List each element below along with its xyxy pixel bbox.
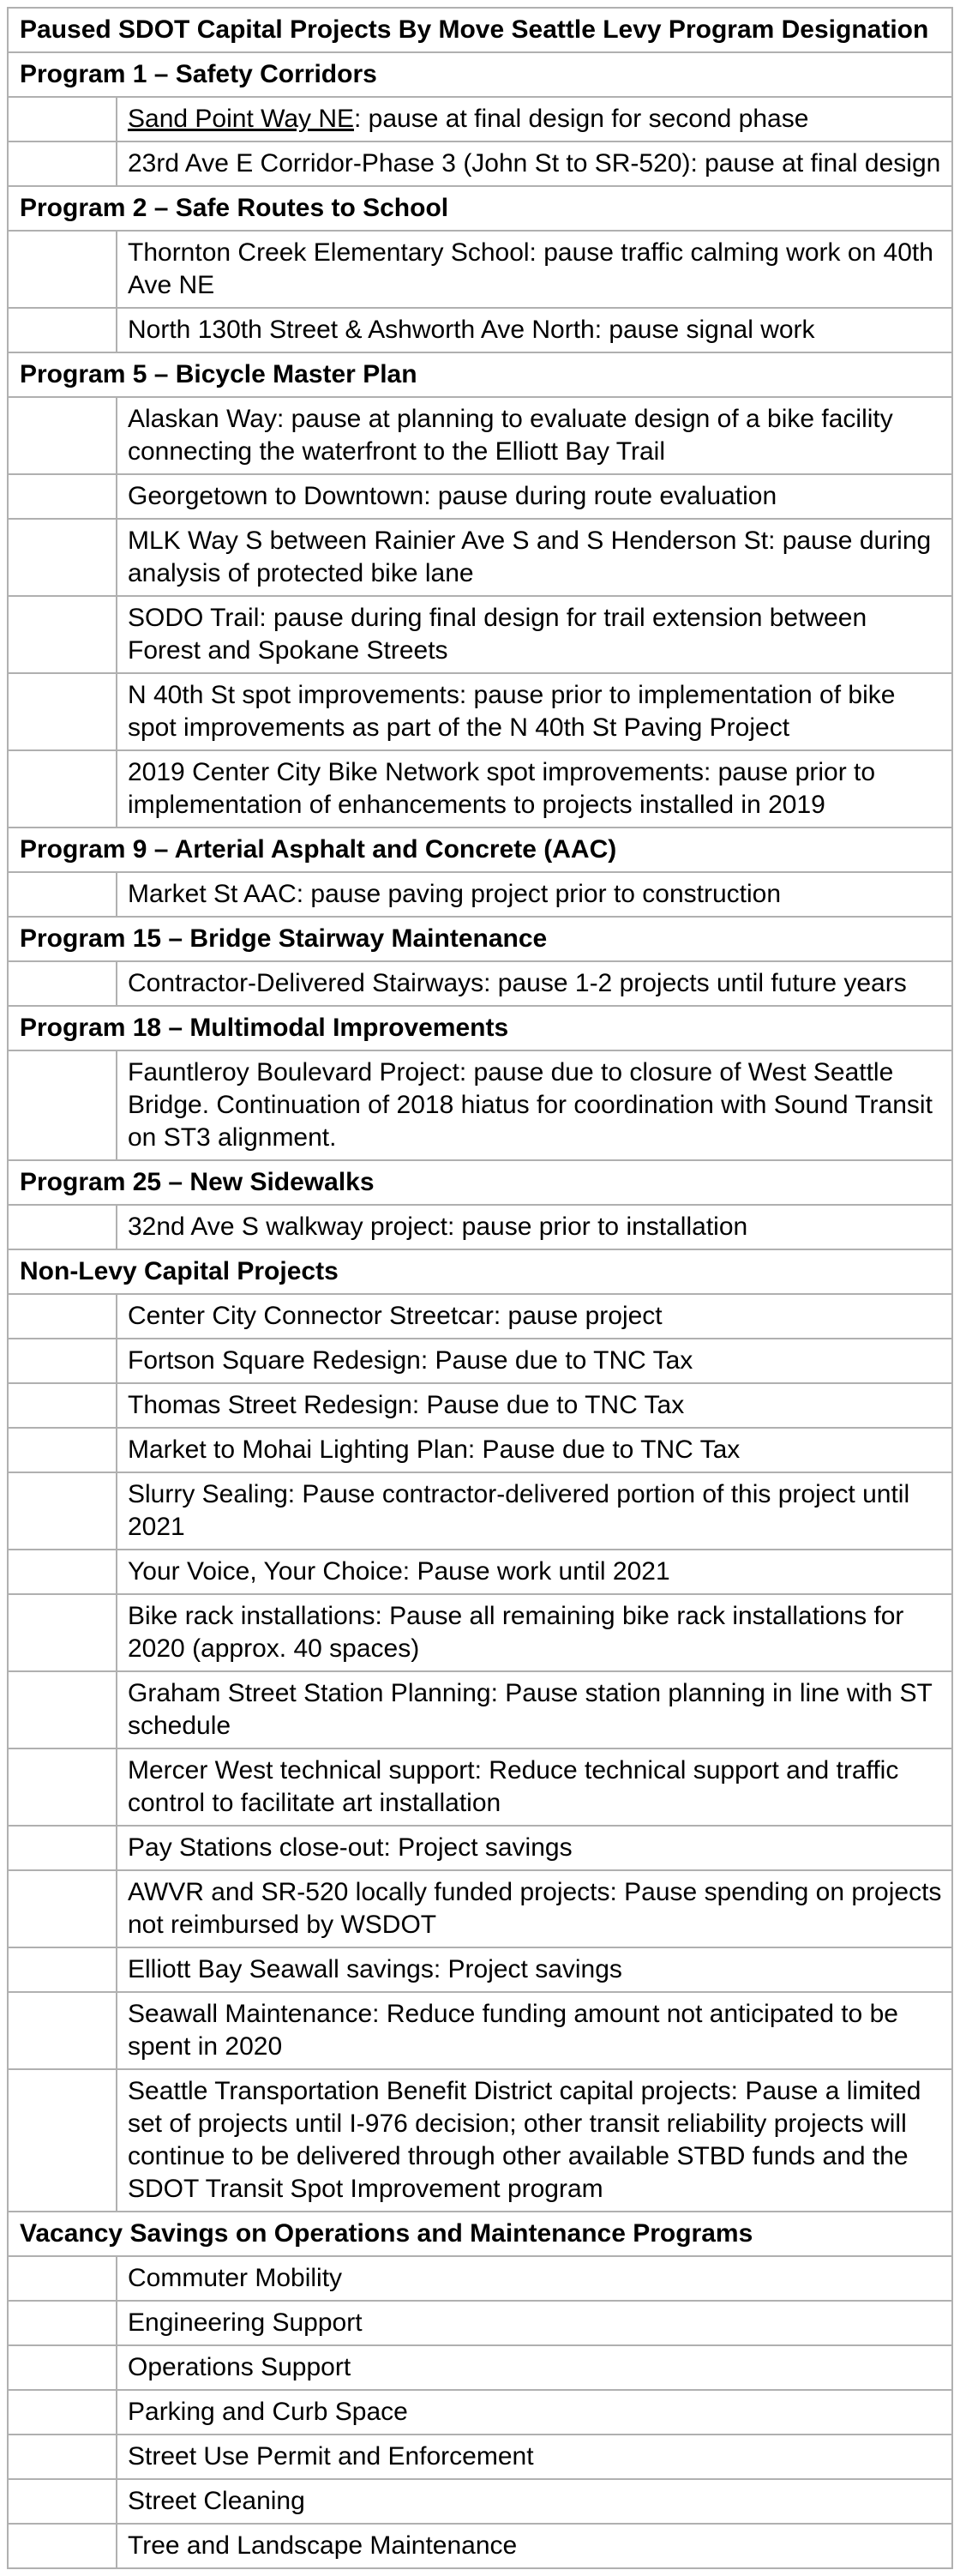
project-cell	[117, 673, 952, 750]
project-cell	[117, 308, 952, 352]
project-row	[8, 1339, 952, 1383]
project-text: Commuter Mobility	[128, 2264, 343, 2292]
section-header: Program 9 – Arterial Asphalt and Concrete (AAC)	[8, 828, 952, 872]
section-header: Program 18 – Multimodal Improvements	[8, 1006, 952, 1050]
indent-cell	[8, 1748, 117, 1826]
indent-cell	[8, 1428, 117, 1472]
project-cell	[117, 1339, 952, 1383]
indent-cell	[8, 1550, 117, 1594]
indent-cell	[8, 596, 117, 673]
project-text: Pay Stations close-out: Project savings	[128, 1833, 573, 1862]
indent-cell	[8, 1205, 117, 1249]
project-text: Market to Mohai Lighting Plan: Pause due to TNC Tax	[128, 1435, 741, 1464]
section-header-row	[8, 1249, 952, 1294]
project-cell	[117, 1550, 952, 1594]
project-row	[8, 750, 952, 828]
project-cell	[117, 1947, 952, 1992]
project-text: : pause at final design for second phase	[354, 105, 809, 133]
project-row	[8, 231, 952, 308]
project-text: 2019 Center City Bike Network spot improvements: pause prior to implementation of enhancements to projects installed in 2019	[128, 758, 876, 819]
project-cell	[117, 2256, 952, 2301]
project-text: SODO Trail: pause during final design for trail extension between Forest and Spokane Streets	[128, 604, 867, 665]
indent-cell	[8, 308, 117, 352]
project-text: Bike rack installations: Pause all remaining bike rack installations for 2020 (approx. 40 spaces)	[128, 1602, 904, 1663]
project-cell	[117, 1671, 952, 1748]
project-link[interactable]: Sand Point Way NE	[128, 105, 355, 133]
indent-cell	[8, 1050, 117, 1160]
project-row	[8, 397, 952, 474]
indent-cell	[8, 1294, 117, 1339]
project-row	[8, 673, 952, 750]
section-header: Program 15 – Bridge Stairway Maintenance	[8, 917, 952, 961]
project-text: N 40th St spot improvements: pause prior to implementation of bike spot improvements as part of the N 40th St Paving Project	[128, 681, 896, 742]
indent-cell	[8, 1472, 117, 1550]
project-cell	[117, 1294, 952, 1339]
section-header-row	[8, 917, 952, 961]
paused-projects-table-body	[8, 8, 952, 2568]
indent-cell	[8, 1383, 117, 1428]
project-cell	[117, 2390, 952, 2435]
project-row	[8, 519, 952, 596]
section-header: Program 1 – Safety Corridors	[8, 52, 952, 97]
project-cell	[117, 1205, 952, 1249]
project-text: Thornton Creek Elementary School: pause traffic calming work on 40th Ave NE	[128, 238, 933, 299]
project-text: AWVR and SR-520 locally funded projects: Pause spending on projects not reimbursed by WSDOT	[128, 1878, 942, 1939]
project-cell	[117, 2479, 952, 2524]
indent-cell	[8, 961, 117, 1006]
project-cell	[117, 2435, 952, 2479]
section-header-row	[8, 1006, 952, 1050]
project-row	[8, 2301, 952, 2345]
indent-cell	[8, 1870, 117, 1947]
project-text: Parking and Curb Space	[128, 2398, 408, 2426]
project-text: Alaskan Way: pause at planning to evaluate design of a bike facility connecting the waterfront to the Elliott Bay Trail	[128, 405, 893, 466]
project-row	[8, 141, 952, 186]
project-row	[8, 1383, 952, 1428]
project-row	[8, 474, 952, 519]
project-cell	[117, 1472, 952, 1550]
project-cell	[117, 750, 952, 828]
section-header-row	[8, 186, 952, 231]
project-row	[8, 1870, 952, 1947]
project-text: MLK Way S between Rainier Ave S and S Henderson St: pause during analysis of protected bike lane	[128, 527, 932, 587]
project-text: Market St AAC: pause paving project prior to construction	[128, 880, 782, 908]
project-text: Fortson Square Redesign: Pause due to TNC Tax	[128, 1346, 693, 1375]
project-row	[8, 961, 952, 1006]
project-cell	[117, 596, 952, 673]
project-text: Thomas Street Redesign: Pause due to TNC Tax	[128, 1391, 685, 1419]
indent-cell	[8, 1671, 117, 1748]
project-row	[8, 1050, 952, 1160]
project-text: Your Voice, Your Choice: Pause work until 2021	[128, 1557, 670, 1586]
indent-cell	[8, 1339, 117, 1383]
project-cell	[117, 1870, 952, 1947]
section-header-row	[8, 52, 952, 97]
indent-cell	[8, 2524, 117, 2568]
project-cell	[117, 2301, 952, 2345]
indent-cell	[8, 474, 117, 519]
section-header-row	[8, 2212, 952, 2256]
indent-cell	[8, 397, 117, 474]
project-row	[8, 1748, 952, 1826]
project-row	[8, 2069, 952, 2212]
project-text: Fauntleroy Boulevard Project: pause due to closure of West Seattle Bridge. Continuation of 2018 hiatus for coordination with Sound Transit on ST3 alignment.	[128, 1058, 933, 1152]
project-row	[8, 2390, 952, 2435]
project-text: Street Cleaning	[128, 2487, 305, 2515]
indent-cell	[8, 2256, 117, 2301]
project-text: Street Use Permit and Enforcement	[128, 2442, 534, 2471]
project-row	[8, 2479, 952, 2524]
indent-cell	[8, 2345, 117, 2390]
section-header: Program 5 – Bicycle Master Plan	[8, 352, 952, 397]
section-header: Program 25 – New Sidewalks	[8, 1160, 952, 1205]
indent-cell	[8, 1992, 117, 2069]
project-text: Slurry Sealing: Pause contractor-delivered portion of this project until 2021	[128, 1480, 910, 1541]
project-row	[8, 1550, 952, 1594]
project-cell	[117, 1992, 952, 2069]
project-text: 23rd Ave E Corridor-Phase 3 (John St to SR-520): pause at final design	[128, 149, 941, 178]
project-row	[8, 1826, 952, 1870]
project-row	[8, 1992, 952, 2069]
section-header-row	[8, 828, 952, 872]
project-row	[8, 2345, 952, 2390]
section-header: Program 2 – Safe Routes to School	[8, 186, 952, 231]
project-row	[8, 2256, 952, 2301]
project-text: Seawall Maintenance: Reduce funding amount not anticipated to be spent in 2020	[128, 2000, 898, 2061]
project-row	[8, 97, 952, 141]
section-header-row	[8, 352, 952, 397]
title-row	[8, 8, 952, 52]
project-cell	[117, 1383, 952, 1428]
project-cell	[117, 397, 952, 474]
section-header-row	[8, 1160, 952, 1205]
indent-cell	[8, 97, 117, 141]
project-text: Mercer West technical support: Reduce technical support and traffic control to facilitate art installation	[128, 1756, 899, 1817]
project-text: Engineering Support	[128, 2308, 363, 2337]
indent-cell	[8, 2301, 117, 2345]
project-text: North 130th Street & Ashworth Ave North: pause signal work	[128, 316, 815, 344]
indent-cell	[8, 750, 117, 828]
project-text: Seattle Transportation Benefit District capital projects: Pause a limited set of projects until I-976 decision; other transit reliability projects will continue to be delivered through other available STBD funds and the SDOT Transit Spot Improvement program	[128, 2077, 921, 2203]
project-row	[8, 596, 952, 673]
project-cell	[117, 2069, 952, 2212]
project-row	[8, 1594, 952, 1671]
indent-cell	[8, 872, 117, 917]
project-text: Operations Support	[128, 2353, 351, 2381]
project-cell	[117, 1748, 952, 1826]
project-row	[8, 1205, 952, 1249]
project-row	[8, 2524, 952, 2568]
indent-cell	[8, 2390, 117, 2435]
project-row	[8, 1428, 952, 1472]
project-row	[8, 1472, 952, 1550]
project-cell	[117, 872, 952, 917]
indent-cell	[8, 1594, 117, 1671]
project-text: Center City Connector Streetcar: pause project	[128, 1302, 663, 1330]
project-cell	[117, 961, 952, 1006]
project-cell	[117, 1050, 952, 1160]
project-text: Tree and Landscape Maintenance	[128, 2531, 518, 2560]
indent-cell	[8, 1826, 117, 1870]
project-cell	[117, 1826, 952, 1870]
project-row	[8, 1671, 952, 1748]
indent-cell	[8, 1947, 117, 1992]
paused-projects-table	[7, 7, 953, 2569]
project-cell	[117, 2345, 952, 2390]
project-text: Graham Street Station Planning: Pause station planning in line with ST schedule	[128, 1679, 933, 1740]
project-cell	[117, 519, 952, 596]
project-row	[8, 1294, 952, 1339]
table-title: Paused SDOT Capital Projects By Move Seattle Levy Program Designation	[8, 8, 952, 52]
project-text: Georgetown to Downtown: pause during route evaluation	[128, 482, 777, 510]
project-cell	[117, 1428, 952, 1472]
project-cell	[117, 97, 952, 141]
section-header: Vacancy Savings on Operations and Maintenance Programs	[8, 2212, 952, 2256]
project-row	[8, 872, 952, 917]
section-header: Non-Levy Capital Projects	[8, 1249, 952, 1294]
project-text: 32nd Ave S walkway project: pause prior to installation	[128, 1213, 748, 1241]
project-text: Elliott Bay Seawall savings: Project savings	[128, 1955, 622, 1983]
indent-cell	[8, 2069, 117, 2212]
indent-cell	[8, 673, 117, 750]
indent-cell	[8, 2435, 117, 2479]
project-row	[8, 2435, 952, 2479]
indent-cell	[8, 519, 117, 596]
project-row	[8, 1947, 952, 1992]
project-cell	[117, 2524, 952, 2568]
project-cell	[117, 474, 952, 519]
indent-cell	[8, 231, 117, 308]
indent-cell	[8, 141, 117, 186]
project-cell	[117, 1594, 952, 1671]
indent-cell	[8, 2479, 117, 2524]
project-row	[8, 308, 952, 352]
project-cell	[117, 231, 952, 308]
project-text: Contractor-Delivered Stairways: pause 1-2 projects until future years	[128, 969, 907, 997]
project-cell	[117, 141, 952, 186]
